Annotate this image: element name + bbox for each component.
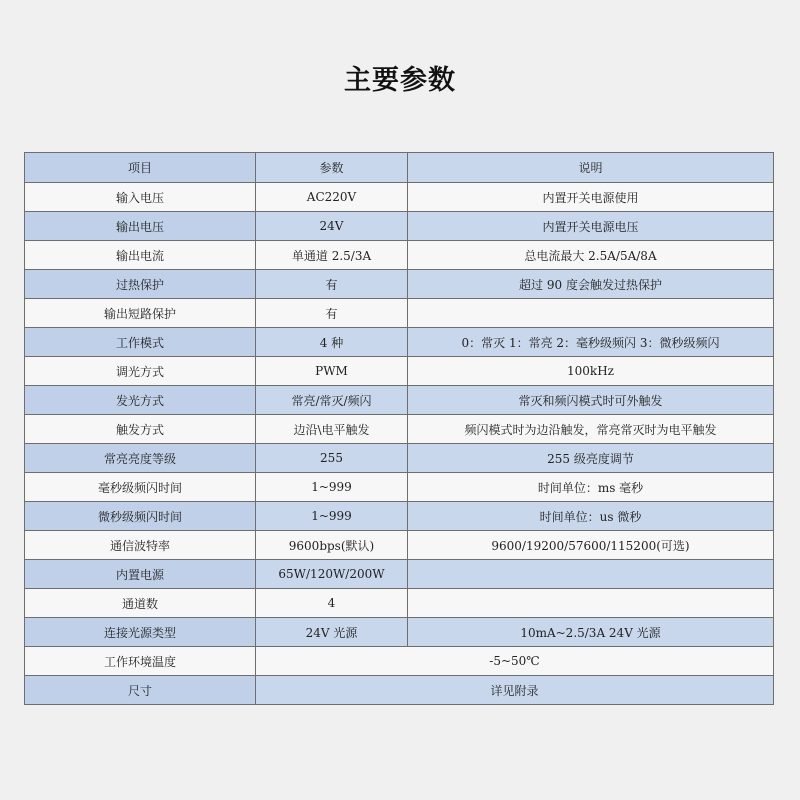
row-desc-cell: 9600/19200/57600/115200(可选) <box>408 531 774 560</box>
row-item-cell: 触发方式 <box>25 415 256 444</box>
row-desc-cell <box>408 299 774 328</box>
row-item-cell: 尺寸 <box>25 676 256 705</box>
row-desc-cell: 超过 90 度会触发过热保护 <box>408 270 774 299</box>
table-row <box>25 328 774 357</box>
row-item-cell: 输入电压 <box>25 183 256 212</box>
row-desc-cell: 总电流最大 2.5A/5A/8A <box>408 241 774 270</box>
table-row <box>25 531 774 560</box>
table-header-row <box>25 153 774 183</box>
table-row <box>25 183 774 212</box>
row-desc-cell: 频闪模式时为边沿触发，常亮常灭时为电平触发 <box>408 415 774 444</box>
row-item-cell: 输出电压 <box>25 212 256 241</box>
row-param-cell: 9600bps(默认) <box>256 531 408 560</box>
row-param-cell: 24V <box>256 212 408 241</box>
row-desc-cell: 常灭和频闪模式时可外触发 <box>408 386 774 415</box>
row-item-cell: 通道数 <box>25 589 256 618</box>
row-item-cell: 常亮亮度等级 <box>25 444 256 473</box>
table-row <box>25 647 774 676</box>
table-row <box>25 502 774 531</box>
column-header-param: 参数 <box>256 153 408 183</box>
row-item-cell: 调光方式 <box>25 357 256 386</box>
table-row <box>25 357 774 386</box>
row-param-cell: 常亮/常灭/频闪 <box>256 386 408 415</box>
row-param-cell: 4 种 <box>256 328 408 357</box>
table-row <box>25 589 774 618</box>
row-item-cell: 发光方式 <box>25 386 256 415</box>
row-param-cell: 边沿\电平触发 <box>256 415 408 444</box>
row-desc-cell: 10mA~2.5/3A 24V 光源 <box>408 618 774 647</box>
row-item-cell: 过热保护 <box>25 270 256 299</box>
row-desc-cell: 内置开关电源使用 <box>408 183 774 212</box>
row-param-cell: 255 <box>256 444 408 473</box>
table-row <box>25 212 774 241</box>
table-row <box>25 270 774 299</box>
row-item-cell: 工作环境温度 <box>25 647 256 676</box>
column-header-item: 项目 <box>25 153 256 183</box>
row-desc-cell: 255 级亮度调节 <box>408 444 774 473</box>
table-row <box>25 676 774 705</box>
row-item-cell: 连接光源类型 <box>25 618 256 647</box>
row-item-cell: 微秒级频闪时间 <box>25 502 256 531</box>
table-row <box>25 473 774 502</box>
row-desc-cell <box>408 589 774 618</box>
row-item-cell: 内置电源 <box>25 560 256 589</box>
row-param-cell: 24V 光源 <box>256 618 408 647</box>
row-item-cell: 输出电流 <box>25 241 256 270</box>
row-param-cell: PWM <box>256 357 408 386</box>
row-item-cell: 毫秒级频闪时间 <box>25 473 256 502</box>
row-param-cell: 1~999 <box>256 473 408 502</box>
row-merged-value-cell: 详见附录 <box>256 676 774 705</box>
row-merged-value-cell: -5~50℃ <box>256 647 774 676</box>
table-row <box>25 299 774 328</box>
row-desc-cell: 时间单位：ms 毫秒 <box>408 473 774 502</box>
table-row <box>25 444 774 473</box>
row-desc-cell <box>408 560 774 589</box>
column-header-desc: 说明 <box>408 153 774 183</box>
table-row <box>25 415 774 444</box>
parameters-table <box>24 152 774 705</box>
table-row <box>25 618 774 647</box>
row-param-cell: 单通道 2.5/3A <box>256 241 408 270</box>
table-row <box>25 386 774 415</box>
row-param-cell: 有 <box>256 270 408 299</box>
row-item-cell: 通信波特率 <box>25 531 256 560</box>
row-param-cell: 4 <box>256 589 408 618</box>
row-param-cell: 1~999 <box>256 502 408 531</box>
row-item-cell: 输出短路保护 <box>25 299 256 328</box>
row-desc-cell: 内置开关电源电压 <box>408 212 774 241</box>
row-desc-cell: 0：常灭 1：常亮 2：毫秒级频闪 3：微秒级频闪 <box>408 328 774 357</box>
row-param-cell: AC220V <box>256 183 408 212</box>
table-row <box>25 560 774 589</box>
row-param-cell: 65W/120W/200W <box>256 560 408 589</box>
row-desc-cell: 100kHz <box>408 357 774 386</box>
page-title: 主要参数 <box>344 65 456 96</box>
row-item-cell: 工作模式 <box>25 328 256 357</box>
table-row <box>25 241 774 270</box>
row-desc-cell: 时间单位：us 微秒 <box>408 502 774 531</box>
row-param-cell: 有 <box>256 299 408 328</box>
